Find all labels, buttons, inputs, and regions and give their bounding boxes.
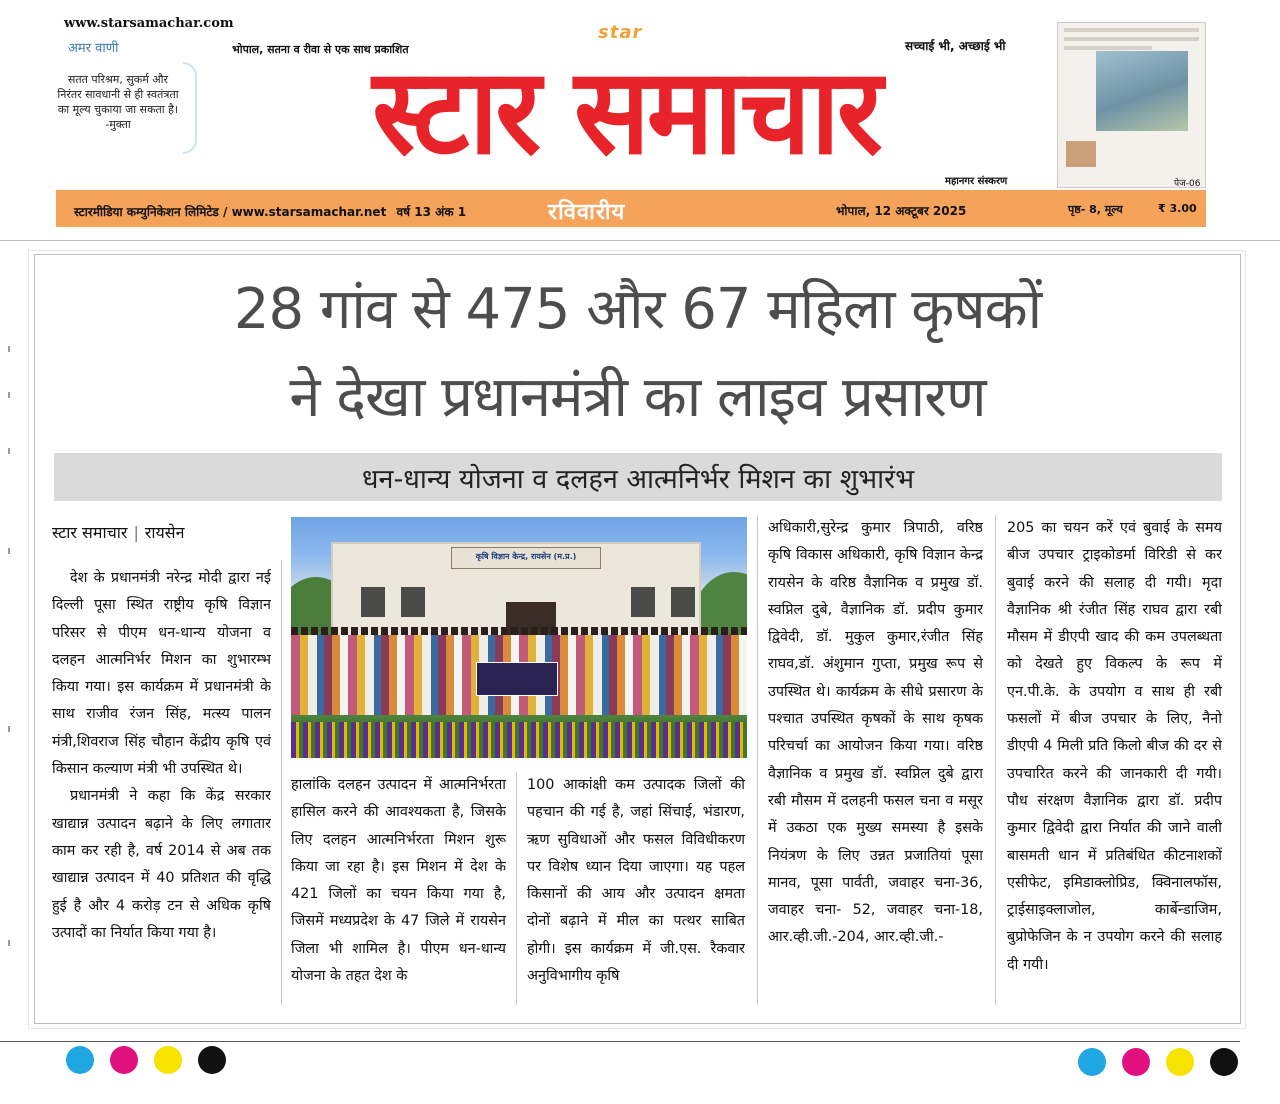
thumb-line bbox=[1064, 37, 1199, 41]
margin-tick bbox=[8, 346, 10, 352]
site-url: www.starsamachar.com bbox=[64, 16, 234, 31]
subheadline: धन-धान्य योजना व दलहन आत्मनिर्भर मिशन का शुभारंभ bbox=[361, 464, 915, 495]
thumb-line bbox=[1064, 28, 1199, 32]
amar-vani-title: अमर वाणी bbox=[68, 41, 119, 56]
registration-dot-yellow bbox=[1166, 1048, 1194, 1076]
article-column-3 bbox=[527, 772, 745, 1005]
article-column-5 bbox=[1007, 515, 1222, 1005]
headline-line-1: 28 गांव से 475 और 67 महिला कृषकों bbox=[233, 277, 1042, 342]
star-logo: star bbox=[598, 22, 643, 43]
paragraph: प्रधानमंत्री ने कहा कि केंद्र सरकार खाद्यान्न उत्पादन बढ़ाने के लिए लगातार काम कर रही है, वर्ष 2014 से अब तक खाद्यान्न उत्पादन में 40 प्रतिशत की वृद्धि हुई है और 4 करोड़ टन से अधिक कृषि उत्पादों का निर्यात किया गया है। bbox=[52, 788, 271, 941]
margin-tick bbox=[8, 392, 10, 398]
paragraph: हालांकि दलहन उत्पादन में आत्मनिर्भरता हासिल करने की आवश्यकता है, जिसके लिए दलहन आत्मनिर्भरता मिशन शुरू किया जा रहा है। इस मिशन में देश के 421 जिलों का चयन किया गया है, जिसमें मध्यप्रदेश के 47 जिले में रायसेन जिला भी शामिल है। पीएम धन-धान्य योजना के तहत देश के bbox=[291, 777, 506, 985]
margin-tick bbox=[8, 548, 10, 554]
article-column-4 bbox=[768, 515, 983, 1005]
registration-dot-magenta bbox=[110, 1046, 138, 1074]
registration-dot-black bbox=[198, 1046, 226, 1074]
photo-window bbox=[401, 587, 425, 617]
margin-tick bbox=[8, 940, 10, 946]
paragraph: देश के प्रधानमंत्री नरेन्द्र मोदी द्वारा नई दिल्ली पूसा स्थित राष्ट्रीय कृषि विज्ञान परिसर से पीएम धन-धान्य योजना व दलहन आत्मनिर्भर मिशन का शुभारम्भ किया गया। इस कार्यक्रम में प्रधानमंत्री के साथ राजीव रंजन सिंह, मत्स्य पालन मंत्री,शिवराज सिंह चौहान केंद्रीय कृषि एवं किसान कल्याण मंत्री भी उपस्थित थे। bbox=[52, 570, 271, 778]
slogan: सच्चाई भी, अच्छाई भी bbox=[905, 39, 1006, 53]
photo-flowerbed bbox=[291, 722, 747, 758]
price-value: ₹ 3.00 bbox=[1158, 202, 1197, 215]
column-rule bbox=[516, 772, 517, 1005]
issue-number: वर्ष 13 अंक 1 bbox=[396, 205, 467, 219]
photo-sign-text: कृषि विज्ञान केन्द्र, रायसेन (म.प्र.) bbox=[475, 552, 577, 561]
date-label: भोपाल, 12 अक्टूबर 2025 bbox=[836, 204, 967, 218]
registration-dot-magenta bbox=[1122, 1048, 1150, 1076]
byline-source: स्टार समाचार bbox=[52, 523, 128, 542]
amar-vani-quote bbox=[56, 72, 180, 132]
article-column-2 bbox=[291, 772, 506, 1005]
article-column-1 bbox=[52, 565, 271, 1005]
photo-window bbox=[631, 587, 655, 617]
edition-label: महानगर संस्करण bbox=[945, 176, 1008, 187]
event-photo bbox=[291, 517, 747, 758]
photo-building-sign bbox=[451, 547, 601, 569]
byline-place: रायसेन bbox=[144, 523, 185, 542]
byline-separator: | bbox=[133, 523, 139, 542]
headline-line-2: ने देखा प्रधानमंत्री का लाइव प्रसारण bbox=[289, 365, 986, 430]
photo-banner bbox=[476, 662, 558, 696]
registration-dot-yellow bbox=[154, 1046, 182, 1074]
quote-text: सतत परिश्रम, सुकर्म और निरंतर सावधानी से ही स्वतंत्रता का मूल्य चुकाया जा सकता है। bbox=[57, 73, 179, 116]
publisher-name: स्टारमीडिया कम्युनिकेशन लिमिटेड / www.starsamachar.net bbox=[74, 205, 387, 219]
paragraph: 100 आकांक्षी कम उत्पादक जिलों की पहचान की गई है, जहां सिंचाई, भंडारण, ऋण सुविधाओं और फसल विविधीकरण पर विशेष ध्यान दिया जाएगा। यह पहल किसानों की आय और उत्पादन क्षमता दोनों बढ़ाने में मील का पत्थर साबित होगी। इस कार्यक्रम में जी.एस. रैकवार अनुविभागीय कृषि bbox=[527, 777, 745, 985]
quote-brace bbox=[183, 62, 197, 154]
registration-dot-cyan bbox=[66, 1046, 94, 1074]
column-rule bbox=[995, 515, 996, 1005]
headline bbox=[34, 266, 1241, 442]
paragraph: अधिकारी,सुरेन्द्र कुमार त्रिपाठी, वरिष्ठ कृषि विकास अधिकारी, कृषि विज्ञान केन्द्र रायसेन के वरिष्ठ वैज्ञानिक व प्रमुख डॉ. स्वप्निल दुबे, वैज्ञानिक डॉ. प्रदीप कुमार द्विवेदी, डॉ. मुकुल कुमार,रंजीत सिंह राघव,डॉ. अंशुमान गुप्ता, प्रमुख रूप से उपस्थित थे। कार्यक्रम के सीधे प्रसारण के पश्चात उपस्थित कृषकों के साथ कृषक परिचर्चा का आयोजन किया गया। वरिष्ठ वैज्ञानिक व प्रमुख डॉ. स्वप्निल दुबे द्वारा रबी मौसम में दलहनी फसल चना व मसूर में उकठा एक मुख्य समस्या है इसके नियंत्रण के लिए उन्नत प्रजातियां पूसा मानव, पूसा पार्वती, जवाहर चना-36, जवाहर चना- 52, जवाहर चना-18, आर.व्ही.जी.-204, आर.व्ही.जी.- bbox=[768, 520, 983, 946]
byline bbox=[52, 521, 185, 543]
publisher-info bbox=[74, 203, 466, 220]
thumb-photo bbox=[1096, 51, 1188, 131]
margin-tick bbox=[8, 448, 10, 454]
pages-price-label: पृष्ठ- 8, मूल्य bbox=[1068, 203, 1123, 216]
registration-dot-cyan bbox=[1078, 1048, 1106, 1076]
photo-window bbox=[671, 587, 695, 617]
paper-name: स्टार समाचार bbox=[372, 43, 880, 181]
day-label: रविवारीय bbox=[548, 200, 626, 225]
thumbnail-label: पेज-06 bbox=[1174, 179, 1201, 189]
masthead-divider bbox=[0, 240, 1280, 241]
photo-window bbox=[361, 587, 385, 617]
margin-tick bbox=[8, 726, 10, 732]
column-rule bbox=[281, 560, 282, 1005]
page-thumbnail bbox=[1057, 22, 1206, 188]
column-rule bbox=[757, 515, 758, 1005]
registration-dot-black bbox=[1210, 1048, 1238, 1076]
thumb-photo-small bbox=[1066, 141, 1096, 167]
thumb-line bbox=[1064, 46, 1152, 50]
registration-rule bbox=[0, 1041, 1240, 1042]
published-from: भोपाल, सतना व रीवा से एक साथ प्रकाशित bbox=[232, 43, 409, 56]
quote-author: -मुक्ता bbox=[105, 118, 131, 131]
paragraph: 205 का चयन करें एवं बुवाई के समय बीज उपचार ट्राइकोडर्मा विरिडी से कर बुवाई करने की सलाह दी गयी। मृदा वैज्ञानिक श्री रंजीत सिंह राघव द्वारा रबी मौसम में डीएपी खाद की कम उपलब्धता को देखते हुए विकल्प के रूप में एन.पी.के. के उपयोग व साथ ही रबी फसलों में बीज उपचार के लिए, नैनो डीएपी 4 मिली प्रति किलो बीज की दर से उपचारित करने की जानकारी दी गयी। पौध संरक्षण वैज्ञानिक द्वारा डॉ. प्रदीप कुमार द्विवेदी द्वारा निर्यात की जाने वाली बासमती धान में प्रतिबंधित कीटनाशकों एसीफेट, इमिडाक्लोप्रिड, क्विनालफॉस, ट्राईसाइक्लाजोल, कार्बेन्डाजिम, बुप्रोफेजिन के न उपयोग करने की सलाह दी गयी। bbox=[1007, 520, 1222, 973]
